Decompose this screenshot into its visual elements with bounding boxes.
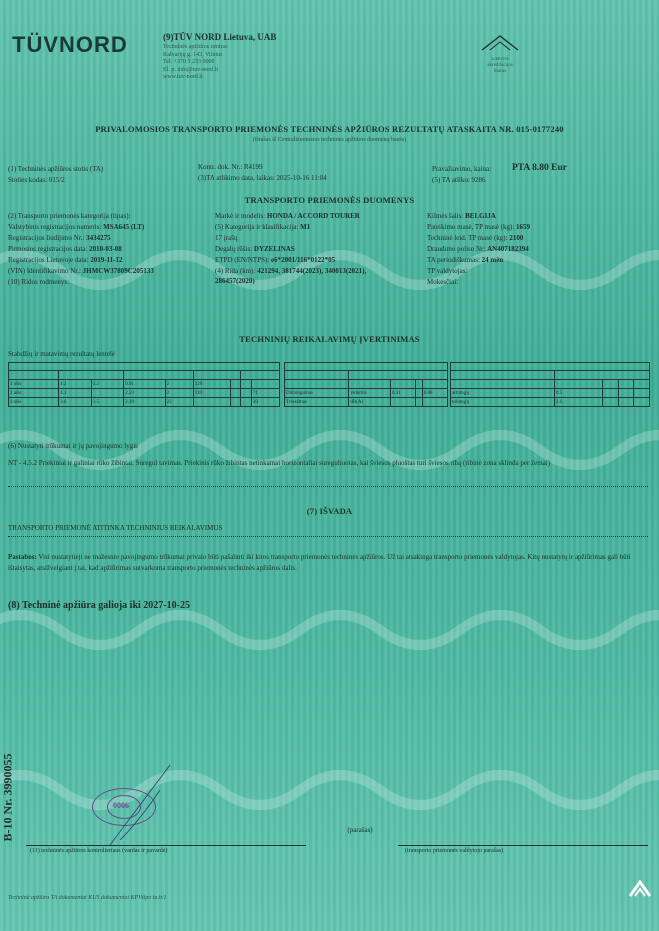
table-row: artimųjų 0.5 [451, 389, 650, 398]
ta-station: (1) Techninės apžiūros stotis (TA) [8, 165, 104, 173]
mark-line: Lietuvos [491, 57, 509, 62]
company-name: (9)TÜV NORD Lietuva, UAB [163, 32, 277, 42]
vehicle-field: Draudimo poliso Nr: AN407182394 [427, 245, 529, 253]
vehicle-section-title: TRANSPORTO PRIEMONĖS DUOMENYS [244, 195, 415, 205]
vehicle-field: (2) Transporto priemonės kategorija (tipas): [8, 212, 131, 220]
table-row: 1 ašis 4.2 1.2 0.91 2 120 [9, 380, 280, 389]
vehicle-field: Registracijos liudijimo Nr.: 3434275 [8, 234, 111, 242]
defects-label: (6) Nustatyti trūkumai ir jų pavojingumo lygis [8, 442, 138, 450]
vehicle-field: TA periodiškumas: 24 mėn [427, 256, 504, 264]
table-row: tolimųjų 2.1 [451, 398, 650, 407]
company-address [163, 44, 228, 82]
stamp-number: 0006 [113, 801, 129, 810]
price-value: PTA 8.80 Eur [512, 163, 567, 173]
table-row: Triukšmas dB(A) [285, 398, 448, 407]
vehicle-field: (10) Ridos rodmenys: [8, 278, 70, 286]
brake-table-label: Stabdžių ir matavimų rezultatų lentelė [8, 350, 115, 358]
footer-note: Techninė apžiūra TA dokumentai KUS dokumentai KPVtipo ta.b/1 [8, 895, 167, 901]
vehicle-field: (5) Kategorija ir klasifikacija: M1 [215, 223, 311, 231]
vehicle-field: (VIN) Identifikavimo Nr.: JHMCW37809C205133 [8, 267, 154, 275]
vehicle-field: Kilmės šalis: BELGIJA [427, 212, 496, 220]
vehicle-field: Registracijos Lietuvoje data: 2019-11-12 [8, 256, 123, 264]
vehicle-field: (4) Rida (km): 421294, 381744(2023), 340013(2021), 286457(2020) [215, 267, 367, 285]
company-line: Kalvarijų g. 143, Vilnius [163, 51, 223, 58]
vehicle-field: Markė ir modelis: HONDA / ACCORD TOURER [215, 212, 360, 220]
signature-scribble [100, 760, 180, 850]
signature-line-right [398, 845, 648, 846]
table-row: 2 ašis 4.1 2.23 2 110 71 [9, 389, 280, 398]
company-line: Techninės apžiūros centras [163, 44, 228, 50]
vehicle-right-column [427, 211, 530, 288]
validity-date: (8) Techninė apžiūra galioja iki 2027-10-25 [8, 600, 190, 611]
table-row: 3 ašis 3.6 1.5 2.19 22 39 [9, 398, 280, 407]
watermark-logo-icon [626, 876, 654, 904]
notes-block [8, 552, 648, 574]
serial-number: B-10 Nr. 3990055 [0, 753, 15, 842]
vehicle-field: Pateikimo masė, TP masė (kg): 1659 [427, 223, 531, 231]
brake-results-table [8, 362, 280, 407]
vehicle-field: Mokesčiai: [427, 278, 459, 286]
company-line: www.tuv-nord.lt [163, 74, 203, 80]
mark-line: akreditacijos [487, 63, 513, 68]
company-line: Tel. +370 5 233 0000 [163, 59, 215, 65]
background-wave-pattern [0, 420, 659, 480]
signature-caption-right: (transporto priemonės valdytojo parašas) [405, 848, 504, 854]
accreditation-chevron-icon [470, 32, 530, 52]
conclusion-title: (7) IŠVADA [306, 506, 353, 516]
ta-checker: Kontr. dok. Nr.: R4199 [198, 163, 263, 171]
ta-date: (3)TA atlikimo data, laikas: 2025-10-16 11:04 [198, 174, 327, 182]
vehicle-field: Pirmosios registracijos data: 2010-03-08 [8, 245, 122, 253]
signature-caption-left: (11) techninės apžiūros kontrolieriaus (vardas ir pavardė) [30, 848, 168, 854]
accreditation-mark [470, 32, 530, 82]
conclusion-text: TRANSPORTO PRIEMONĖ ATITINKA TECHNINIUS REIKALAVIMUS [8, 524, 223, 532]
vehicle-field: Techninė leid. TP masė (kg): 2100 [427, 234, 524, 242]
vehicle-middle-column [215, 211, 405, 286]
vehicle-left-column [8, 211, 154, 288]
company-line: El. p. info@tuv-nord.lt [163, 66, 219, 73]
divider [8, 486, 648, 487]
divider [8, 536, 648, 537]
vehicle-field: TP valdytojas: [427, 267, 468, 275]
notes-text: Visi nustatytieji ne mažesnio pavojingumo trūkumai privalo būti pašalinti iki kitos transporto priemonės techninės apžiūros. Už tai atsakinga transporto priemonės valdytojas. Kitų nustatytų ir apžiūrimas gali būti ištaisytas, atsižvelgiant į tai, kad apžiūrimas sutvarkoma transporto priemonės techninės apžiūros dalis. [8, 553, 631, 572]
report-title: PRIVALOMOSIOS TRANSPORTO PRIEMONĖS TECHNINĖS APŽIŪROS REZULTATŲ ATASKAITA NR. 015-0177240 [95, 124, 564, 134]
lights-results-table [450, 362, 650, 407]
emission-results-table [284, 362, 448, 407]
vehicle-field: 17 įrašų [215, 234, 238, 242]
vehicle-field: Valstybinis registracijos numeris: MSA645 (LT) [8, 223, 145, 231]
tuv-nord-logo: TÜVNORD [12, 32, 128, 57]
signature-label: (parašas) [347, 826, 373, 834]
vehicle-field: ETPD (EN/NTPS): e6*2001/116*0122*05 [215, 256, 336, 264]
mark-line: biuras [493, 69, 507, 74]
notes-label: Pastabos: [8, 553, 37, 561]
vehicle-field: Degalų rūšis: DYZELINAS [215, 245, 295, 253]
tech-section-title: TECHNINIŲ REIKALAVIMŲ ĮVERTINIMAS [239, 334, 420, 344]
ta-form-no: (5) TA atliko: 9286 [432, 176, 486, 184]
signature-line-left [26, 845, 306, 846]
price-label: Pravažiavimo, kaina: [432, 165, 492, 173]
ta-station-code: Stoties kodas: 015/2 [8, 176, 65, 184]
table-row: Dūmingumas vidurkis 0.31 0.88 [285, 389, 448, 398]
report-subtitle: (išrašas iš Centralizuotosios techninės apžiūros duomenų bazės) [252, 137, 407, 143]
defects-text: NT - 4.5.2 Priekiniai ir galiniai rūko žibintai. Suregul tavimas. Priekinis rūko žibintas netinkamai horizontaliai sureguliuotas, kai šviesos pluoštas turi šviesos ribą (ribinė zona sklinda per žemai) [8, 459, 551, 467]
